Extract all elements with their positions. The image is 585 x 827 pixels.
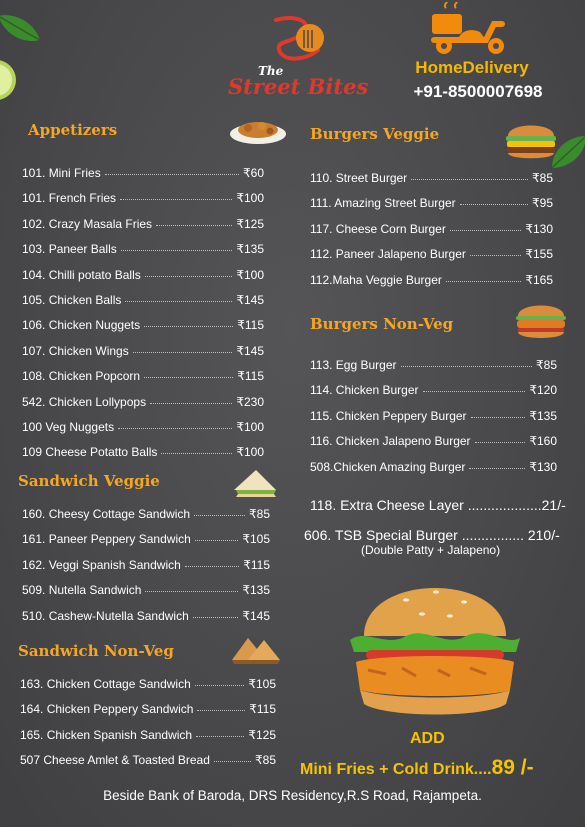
burgers-nonveg-list [310, 358, 557, 485]
item-name: 109 Cheese Potatto Balls [22, 445, 158, 460]
list-item [22, 558, 270, 583]
combo-offer [300, 756, 534, 780]
list-item [310, 383, 557, 408]
list-item [22, 507, 270, 532]
item-price: ₹135 [242, 583, 270, 598]
item-name: 106. Chicken Nuggets [22, 318, 141, 333]
item-price: ₹100 [236, 267, 264, 282]
dot-leader [193, 617, 239, 618]
item-name: 102. Crazy Masala Fries [22, 216, 153, 231]
item-price: ₹85 [536, 358, 557, 372]
burger-icon [500, 118, 562, 162]
item-name: 112. Paneer Jalapeno Burger [310, 247, 466, 262]
list-item [22, 166, 264, 191]
fries-plate-icon [228, 112, 288, 146]
item-name: 507 Cheese Amlet & Toasted Bread [20, 753, 210, 768]
appetizers-heading: Appetizers [28, 121, 118, 139]
item-name: 111. Amazing Street Burger [310, 196, 456, 211]
list-item [22, 268, 264, 293]
dot-leader [475, 442, 526, 443]
item-price: ₹115 [249, 702, 276, 717]
item-price: ₹145 [236, 343, 264, 358]
item-price: ₹115 [243, 557, 270, 572]
grilled-sandwich-icon [228, 634, 282, 666]
sandwich-veggie-list [22, 507, 270, 634]
item-name: 165. Chicken Spanish Sandwich [20, 727, 193, 742]
logo-name-text: Street Bites [228, 74, 369, 99]
list-item [310, 247, 553, 272]
item-name: 105. Chicken Balls [22, 292, 122, 307]
item-price: ₹105 [248, 677, 276, 691]
list-item [22, 369, 264, 394]
item-name: 115. Chicken Peppery Burger [310, 408, 467, 423]
item-name: 163. Chicken Cottage Sandwich [20, 677, 191, 691]
combo-add-label: ADD [410, 730, 445, 747]
item-price: ₹85 [249, 507, 270, 521]
item-name: 110. Street Burger [310, 171, 408, 185]
item-name: 104. Chilli potato Balls [22, 267, 141, 282]
item-price: ₹135 [236, 242, 264, 257]
dot-leader [118, 428, 232, 429]
dot-leader [121, 250, 233, 251]
list-item [22, 445, 264, 470]
sandwich-icon [230, 466, 280, 498]
dot-leader [144, 377, 233, 378]
list-item [20, 728, 276, 753]
item-price: ₹145 [242, 608, 270, 623]
dot-leader [161, 453, 232, 454]
list-item [22, 609, 270, 634]
list-item [20, 677, 276, 702]
dot-leader [105, 174, 239, 175]
item-price: ₹145 [236, 292, 264, 307]
dot-leader [145, 591, 238, 592]
item-price: ₹125 [236, 216, 264, 231]
item-name: 508.Chicken Amazing Burger [310, 459, 466, 474]
list-item [20, 702, 276, 727]
dot-leader [125, 301, 232, 302]
dot-leader [450, 230, 521, 231]
burgers-veggie-heading: Burgers Veggie [310, 125, 440, 143]
list-item [22, 293, 264, 318]
item-name: 542. Chicken Lollypops [22, 394, 147, 409]
item-price: ₹100 [236, 419, 264, 434]
sandwich-veggie-heading: Sandwich Veggie [18, 472, 160, 490]
item-price: ₹115 [237, 369, 264, 384]
dot-leader [423, 391, 526, 392]
list-item [310, 460, 557, 485]
burgers-veggie-list [310, 171, 553, 298]
dot-leader [194, 515, 245, 516]
sandwich-nonveg-list [20, 677, 276, 779]
item-price: ₹120 [529, 383, 557, 398]
list-item [20, 753, 276, 778]
hero-burger-image [346, 578, 524, 726]
dot-leader [469, 468, 525, 469]
item-price: ₹85 [255, 753, 276, 768]
dot-leader [471, 417, 526, 418]
appetizers-list [22, 166, 264, 471]
chicken-burger-icon [512, 300, 570, 342]
dot-leader [120, 199, 232, 200]
combo-text: Mini Fries + Cold Drink.... [300, 761, 492, 778]
sandwich-nonveg-heading: Sandwich Non-Veg [18, 642, 174, 660]
list-item [310, 273, 553, 298]
list-item [22, 395, 264, 420]
item-name: 509. Nutella Sandwich [22, 583, 142, 598]
list-item [310, 171, 553, 196]
address-footer: Beside Bank of Baroda, DRS Residency,R.S Road, Rajampeta. [103, 788, 482, 803]
item-name: 108. Chicken Popcorn [22, 369, 141, 384]
tsb-special-burger: 606. TSB Special Burger ................ 210/- [304, 527, 560, 543]
item-price: ₹115 [237, 318, 264, 333]
dot-leader [446, 281, 521, 282]
dot-leader [144, 326, 233, 327]
list-item [310, 196, 553, 221]
dot-leader [150, 403, 232, 404]
home-delivery-label: HomeDelivery [415, 58, 529, 77]
item-price: ₹165 [525, 272, 553, 287]
dot-leader [195, 685, 245, 686]
dot-leader [196, 736, 244, 737]
brand-logo [222, 12, 372, 100]
item-price: ₹105 [242, 532, 270, 547]
lime-icon [0, 58, 22, 102]
item-name: 160. Cheesy Cottage Sandwich [22, 507, 191, 521]
burgers-nonveg-heading: Burgers Non-Veg [310, 315, 454, 333]
dot-leader [185, 566, 239, 567]
item-name: 116. Chicken Jalapeno Burger [310, 434, 471, 449]
item-name: 107. Chicken Wings [22, 343, 129, 358]
item-price: ₹130 [529, 459, 557, 474]
dot-leader [145, 276, 233, 277]
dot-leader [470, 255, 521, 256]
item-price: ₹85 [532, 171, 553, 185]
list-item [22, 344, 264, 369]
logo-the-text: The [258, 64, 284, 78]
dot-leader [195, 540, 239, 541]
combo-price: 89 /- [491, 756, 534, 779]
basil-leaf-icon [0, 10, 46, 58]
item-name: 164. Chicken Peppery Sandwich [20, 702, 194, 717]
item-name: 103. Paneer Balls [22, 242, 117, 257]
item-name: 510. Cashew-Nutella Sandwich [22, 608, 189, 623]
list-item [22, 532, 270, 557]
item-name: 161. Paneer Peppery Sandwich [22, 532, 191, 547]
item-price: ₹100 [236, 445, 264, 460]
list-item [22, 217, 264, 242]
item-price: ₹60 [243, 166, 264, 180]
item-name: 113. Egg Burger [310, 358, 397, 372]
item-price: ₹130 [525, 221, 553, 236]
item-name: 112.Maha Veggie Burger [310, 272, 442, 287]
tsb-special-note: (Double Patty + Jalapeno) [361, 543, 501, 557]
item-name: 100 Veg Nuggets [22, 419, 115, 434]
item-price: ₹160 [529, 434, 557, 449]
delivery-scooter-icon [428, 2, 514, 62]
list-item [22, 242, 264, 267]
item-name: 162. Veggi Spanish Sandwich [22, 557, 181, 572]
list-item [310, 409, 557, 434]
dot-leader [133, 352, 233, 353]
item-price: ₹100 [236, 191, 264, 206]
list-item [22, 420, 264, 445]
item-price: ₹155 [525, 247, 553, 262]
dot-leader [214, 761, 251, 762]
item-name: 101. French Fries [22, 191, 117, 206]
list-item [22, 318, 264, 343]
dot-leader [156, 225, 232, 226]
item-price: ₹135 [529, 408, 557, 423]
dot-leader [411, 179, 528, 180]
item-name: 117. Cheese Corn Burger [310, 221, 446, 236]
list-item [310, 358, 557, 383]
dot-leader [197, 710, 245, 711]
list-item [310, 434, 557, 459]
logo-swirl-icon [262, 12, 332, 70]
item-name: 114. Chicken Burger [310, 383, 419, 398]
dot-leader [460, 204, 528, 205]
list-item [22, 191, 264, 216]
item-price: ₹95 [532, 196, 553, 211]
list-item [22, 583, 270, 608]
extra-cheese-layer: 118. Extra Cheese Layer ...................21/- [310, 497, 566, 513]
item-price: ₹230 [236, 394, 264, 409]
delivery-phone: +91-8500007698 [413, 82, 543, 101]
list-item [310, 222, 553, 247]
item-name: 101. Mini Fries [22, 166, 101, 180]
dot-leader [401, 366, 533, 367]
item-price: ₹125 [248, 727, 276, 742]
